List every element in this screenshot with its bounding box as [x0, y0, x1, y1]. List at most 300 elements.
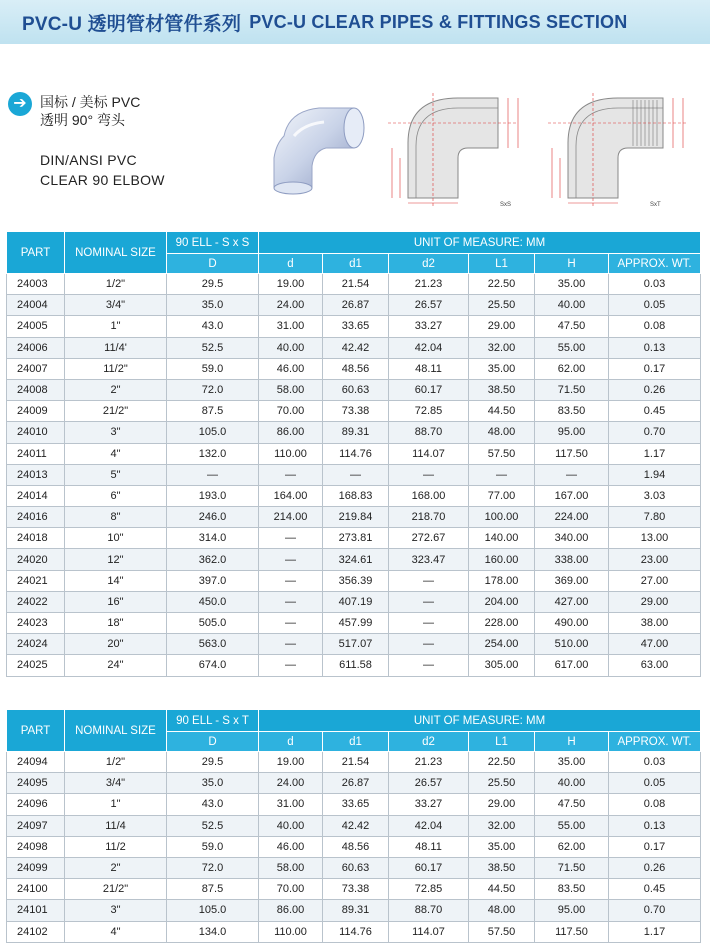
elbow-photo: [264, 96, 372, 196]
dim-H-cell: 427.00: [535, 591, 609, 612]
dim-H-cell: 55.00: [535, 815, 609, 836]
dim-H-cell: 95.00: [535, 900, 609, 921]
dim-H-cell: 490.00: [535, 613, 609, 634]
approx-weight-cell: 0.17: [609, 358, 701, 379]
nominal-size-cell: 11/2": [65, 358, 167, 379]
drawing-sxs-label: SxS: [500, 202, 512, 208]
dim-d-cell: —: [259, 528, 323, 549]
dim-d2-cell: 26.57: [389, 773, 469, 794]
dim-d-cell: 19.00: [259, 274, 323, 295]
dim-d1-cell: 33.65: [323, 316, 389, 337]
dim-H-cell: 224.00: [535, 507, 609, 528]
dim-D-cell: 193.0: [167, 485, 259, 506]
dim-d2-cell: 114.07: [389, 921, 469, 942]
dim-H-cell: 617.00: [535, 655, 609, 676]
dim-d2-cell: 21.23: [389, 274, 469, 295]
dim-d1-cell: 324.61: [323, 549, 389, 570]
approx-weight-cell: 13.00: [609, 528, 701, 549]
approx-weight-cell: 0.05: [609, 773, 701, 794]
approx-weight-cell: 0.70: [609, 900, 701, 921]
dim-d1-cell: 611.58: [323, 655, 389, 676]
dim-d-cell: 24.00: [259, 295, 323, 316]
dim-L1-cell: 29.00: [469, 794, 535, 815]
dim-L1-cell: 29.00: [469, 316, 535, 337]
dim-H-cell: 71.50: [535, 379, 609, 400]
table-row: [7, 634, 701, 655]
dim-d-cell: 46.00: [259, 836, 323, 857]
part-number-cell: 24009: [7, 401, 65, 422]
dim-H-cell: 35.00: [535, 274, 609, 295]
dim-L1-cell: 140.00: [469, 528, 535, 549]
dim-d-cell: 214.00: [259, 507, 323, 528]
part-number-cell: 24098: [7, 836, 65, 857]
nominal-size-cell: 18": [65, 613, 167, 634]
product-name-en-2: CLEAR 90 ELBOW: [40, 172, 165, 188]
dim-H-cell: 62.00: [535, 358, 609, 379]
dim-H-cell: 369.00: [535, 570, 609, 591]
dim-D-cell: 397.0: [167, 570, 259, 591]
dim-D-cell: 52.5: [167, 337, 259, 358]
dim-L1-cell: 44.50: [469, 879, 535, 900]
approx-weight-cell: 0.03: [609, 752, 701, 773]
dim-D-cell: —: [167, 464, 259, 485]
dim-d2-cell: 48.11: [389, 358, 469, 379]
nominal-size-cell: 6": [65, 485, 167, 506]
part-number-cell: 24022: [7, 591, 65, 612]
dim-d-cell: 40.00: [259, 337, 323, 358]
table-row: [7, 274, 701, 295]
dim-H-cell: 47.50: [535, 316, 609, 337]
table-row: [7, 879, 701, 900]
nominal-size-cell: 2": [65, 379, 167, 400]
dim-L1-cell: 178.00: [469, 570, 535, 591]
part-number-cell: 24024: [7, 634, 65, 655]
dim-d2-cell: 42.04: [389, 815, 469, 836]
dim-d1-cell: 273.81: [323, 528, 389, 549]
col-L1: L1: [469, 732, 535, 752]
unit-of-measure: UNIT OF MEASURE: MM: [259, 232, 701, 254]
nominal-size-cell: 3": [65, 900, 167, 921]
part-number-cell: 24020: [7, 549, 65, 570]
nominal-size-cell: 21/2": [65, 879, 167, 900]
dim-D-cell: 362.0: [167, 549, 259, 570]
dim-d2-cell: 88.70: [389, 900, 469, 921]
dim-d1-cell: 21.54: [323, 274, 389, 295]
table-row: [7, 857, 701, 878]
dim-D-cell: 87.5: [167, 879, 259, 900]
dim-D-cell: 43.0: [167, 794, 259, 815]
table-row: [7, 900, 701, 921]
col-H: H: [535, 254, 609, 274]
dim-L1-cell: 32.00: [469, 337, 535, 358]
dim-H-cell: 167.00: [535, 485, 609, 506]
table-row: [7, 316, 701, 337]
spec-table-sxt: [6, 709, 701, 943]
approx-weight-cell: 63.00: [609, 655, 701, 676]
dim-H-cell: 62.00: [535, 836, 609, 857]
approx-weight-cell: 0.13: [609, 815, 701, 836]
table-row: [7, 422, 701, 443]
approx-weight-cell: 23.00: [609, 549, 701, 570]
dim-L1-cell: 160.00: [469, 549, 535, 570]
elbow-sxt-drawing: [538, 88, 698, 213]
approx-weight-cell: 7.80: [609, 507, 701, 528]
dim-d2-cell: 33.27: [389, 316, 469, 337]
col-part: PART: [7, 232, 65, 274]
dim-d1-cell: 89.31: [323, 900, 389, 921]
dim-d1-cell: 457.99: [323, 613, 389, 634]
part-number-cell: 24094: [7, 752, 65, 773]
dim-d2-cell: 60.17: [389, 379, 469, 400]
dim-H-cell: 35.00: [535, 752, 609, 773]
col-D: D: [167, 254, 259, 274]
nominal-size-cell: 16": [65, 591, 167, 612]
dim-L1-cell: 44.50: [469, 401, 535, 422]
nominal-size-cell: 11/2: [65, 836, 167, 857]
dim-d-cell: 164.00: [259, 485, 323, 506]
dim-d1-cell: 48.56: [323, 358, 389, 379]
col-L1: L1: [469, 254, 535, 274]
part-number-cell: 24016: [7, 507, 65, 528]
dim-L1-cell: 22.50: [469, 752, 535, 773]
dim-H-cell: —: [535, 464, 609, 485]
part-number-cell: 24011: [7, 443, 65, 464]
nominal-size-cell: 21/2": [65, 401, 167, 422]
dim-H-cell: 55.00: [535, 337, 609, 358]
col-d1: d1: [323, 254, 389, 274]
dim-d-cell: —: [259, 655, 323, 676]
dim-D-cell: 674.0: [167, 655, 259, 676]
col-nominal-size: NOMINAL SIZE: [65, 710, 167, 752]
approx-weight-cell: 1.17: [609, 443, 701, 464]
dim-L1-cell: —: [469, 464, 535, 485]
dim-d1-cell: —: [323, 464, 389, 485]
product-name-cn-2: 透明 90° 弯头: [40, 112, 125, 128]
dim-D-cell: 450.0: [167, 591, 259, 612]
nominal-size-cell: 3/4": [65, 295, 167, 316]
approx-weight-cell: 27.00: [609, 570, 701, 591]
approx-weight-cell: 38.00: [609, 613, 701, 634]
dim-d2-cell: 26.57: [389, 295, 469, 316]
dim-d-cell: 40.00: [259, 815, 323, 836]
elbow-sxs-drawing: [378, 88, 528, 213]
spec-table-sxs-body: [7, 274, 701, 677]
dim-D-cell: 132.0: [167, 443, 259, 464]
product-name-cn-1: 国标 / 美标 PVC: [40, 94, 141, 110]
dim-H-cell: 95.00: [535, 422, 609, 443]
part-number-cell: 24003: [7, 274, 65, 295]
dim-d2-cell: 72.85: [389, 401, 469, 422]
dim-D-cell: 35.0: [167, 773, 259, 794]
dim-L1-cell: 228.00: [469, 613, 535, 634]
dim-d1-cell: 89.31: [323, 422, 389, 443]
table-row: [7, 836, 701, 857]
table-row: [7, 591, 701, 612]
part-number-cell: 24097: [7, 815, 65, 836]
nominal-size-cell: 2": [65, 857, 167, 878]
nominal-size-cell: 3/4": [65, 773, 167, 794]
dim-L1-cell: 254.00: [469, 634, 535, 655]
dim-d-cell: 86.00: [259, 900, 323, 921]
dim-d-cell: 24.00: [259, 773, 323, 794]
col-nominal-size: NOMINAL SIZE: [65, 232, 167, 274]
dim-L1-cell: 204.00: [469, 591, 535, 612]
unit-of-measure: UNIT OF MEASURE: MM: [259, 710, 701, 732]
nominal-size-cell: 1/2": [65, 752, 167, 773]
dim-d1-cell: 407.19: [323, 591, 389, 612]
approx-weight-cell: 0.45: [609, 401, 701, 422]
dim-d2-cell: —: [389, 591, 469, 612]
part-number-cell: 24004: [7, 295, 65, 316]
part-number-cell: 24018: [7, 528, 65, 549]
part-number-cell: 24008: [7, 379, 65, 400]
dim-d-cell: —: [259, 570, 323, 591]
dim-d1-cell: 42.42: [323, 815, 389, 836]
dim-H-cell: 340.00: [535, 528, 609, 549]
dim-L1-cell: 38.50: [469, 379, 535, 400]
dim-d2-cell: 21.23: [389, 752, 469, 773]
dim-d2-cell: 168.00: [389, 485, 469, 506]
dim-d2-cell: 42.04: [389, 337, 469, 358]
part-number-cell: 24013: [7, 464, 65, 485]
approx-weight-cell: 1.94: [609, 464, 701, 485]
approx-weight-cell: 47.00: [609, 634, 701, 655]
dim-d1-cell: 73.38: [323, 401, 389, 422]
dim-d2-cell: 72.85: [389, 879, 469, 900]
dim-L1-cell: 25.50: [469, 773, 535, 794]
dim-L1-cell: 48.00: [469, 900, 535, 921]
page-banner: [0, 0, 710, 44]
dim-d2-cell: 88.70: [389, 422, 469, 443]
col-d1: d1: [323, 732, 389, 752]
dim-d-cell: —: [259, 591, 323, 612]
part-number-cell: 24014: [7, 485, 65, 506]
dim-d1-cell: 114.76: [323, 443, 389, 464]
table-row: [7, 295, 701, 316]
nominal-size-cell: 11/4': [65, 337, 167, 358]
approx-weight-cell: 0.45: [609, 879, 701, 900]
table-row: [7, 464, 701, 485]
dim-d2-cell: 60.17: [389, 857, 469, 878]
spec-table-sxt-body: [7, 752, 701, 943]
dim-H-cell: 510.00: [535, 634, 609, 655]
dim-H-cell: 83.50: [535, 879, 609, 900]
dim-d2-cell: 48.11: [389, 836, 469, 857]
table-row: [7, 655, 701, 676]
dim-d-cell: 58.00: [259, 379, 323, 400]
approx-weight-cell: 0.08: [609, 794, 701, 815]
table-row: [7, 815, 701, 836]
dim-d1-cell: 33.65: [323, 794, 389, 815]
dim-d-cell: 31.00: [259, 316, 323, 337]
dim-d2-cell: —: [389, 634, 469, 655]
nominal-size-cell: 1/2": [65, 274, 167, 295]
dim-d-cell: —: [259, 549, 323, 570]
spec-table-sxs: [6, 231, 701, 677]
approx-weight-cell: 1.17: [609, 921, 701, 942]
dim-d-cell: 31.00: [259, 794, 323, 815]
dim-D-cell: 134.0: [167, 921, 259, 942]
nominal-size-cell: 4": [65, 443, 167, 464]
dim-L1-cell: 35.00: [469, 358, 535, 379]
dim-H-cell: 83.50: [535, 401, 609, 422]
product-name-en-1: DIN/ANSI PVC: [40, 152, 137, 168]
table-row: [7, 485, 701, 506]
dim-D-cell: 505.0: [167, 613, 259, 634]
dim-D-cell: 72.0: [167, 857, 259, 878]
dim-d2-cell: 114.07: [389, 443, 469, 464]
dim-d-cell: —: [259, 464, 323, 485]
dim-D-cell: 105.0: [167, 900, 259, 921]
dim-L1-cell: 22.50: [469, 274, 535, 295]
dim-D-cell: 314.0: [167, 528, 259, 549]
dim-d1-cell: 168.83: [323, 485, 389, 506]
dim-d-cell: 110.00: [259, 921, 323, 942]
dim-d-cell: 110.00: [259, 443, 323, 464]
dim-d-cell: —: [259, 634, 323, 655]
part-number-cell: 24096: [7, 794, 65, 815]
dim-H-cell: 47.50: [535, 794, 609, 815]
dim-d1-cell: 26.87: [323, 295, 389, 316]
part-number-cell: 24099: [7, 857, 65, 878]
dim-D-cell: 29.5: [167, 752, 259, 773]
approx-weight-cell: 0.05: [609, 295, 701, 316]
table-row: [7, 549, 701, 570]
dim-D-cell: 105.0: [167, 422, 259, 443]
nominal-size-cell: 24": [65, 655, 167, 676]
nominal-size-cell: 4": [65, 921, 167, 942]
nominal-size-cell: 1": [65, 794, 167, 815]
dim-d-cell: 19.00: [259, 752, 323, 773]
dim-D-cell: 52.5: [167, 815, 259, 836]
arrow-right-icon: ➔: [8, 92, 32, 116]
dim-d2-cell: —: [389, 655, 469, 676]
col-part: PART: [7, 710, 65, 752]
dim-d1-cell: 21.54: [323, 752, 389, 773]
dim-D-cell: 35.0: [167, 295, 259, 316]
nominal-size-cell: 8": [65, 507, 167, 528]
dim-d2-cell: —: [389, 570, 469, 591]
part-number-cell: 24010: [7, 422, 65, 443]
part-number-cell: 24095: [7, 773, 65, 794]
nominal-size-cell: 5": [65, 464, 167, 485]
dim-d2-cell: 218.70: [389, 507, 469, 528]
dim-D-cell: 72.0: [167, 379, 259, 400]
col-H: H: [535, 732, 609, 752]
dim-H-cell: 117.50: [535, 443, 609, 464]
dim-L1-cell: 100.00: [469, 507, 535, 528]
dim-L1-cell: 48.00: [469, 422, 535, 443]
approx-weight-cell: 3.03: [609, 485, 701, 506]
table-row: [7, 443, 701, 464]
dim-d1-cell: 114.76: [323, 921, 389, 942]
dim-H-cell: 40.00: [535, 295, 609, 316]
dim-D-cell: 29.5: [167, 274, 259, 295]
approx-weight-cell: 0.17: [609, 836, 701, 857]
dim-d-cell: 70.00: [259, 401, 323, 422]
dim-D-cell: 563.0: [167, 634, 259, 655]
approx-weight-cell: 0.26: [609, 379, 701, 400]
dim-D-cell: 87.5: [167, 401, 259, 422]
dim-d1-cell: 517.07: [323, 634, 389, 655]
dim-L1-cell: 77.00: [469, 485, 535, 506]
dim-L1-cell: 32.00: [469, 815, 535, 836]
dim-L1-cell: 38.50: [469, 857, 535, 878]
dim-d1-cell: 42.42: [323, 337, 389, 358]
dim-H-cell: 71.50: [535, 857, 609, 878]
dim-L1-cell: 57.50: [469, 443, 535, 464]
dim-H-cell: 117.50: [535, 921, 609, 942]
col-d: d: [259, 254, 323, 274]
part-number-cell: 24025: [7, 655, 65, 676]
table-row: [7, 337, 701, 358]
table-row: [7, 358, 701, 379]
table-row: [7, 401, 701, 422]
table-row: [7, 613, 701, 634]
dim-d-cell: 70.00: [259, 879, 323, 900]
fitting-type-label: 90 ELL - S x T: [167, 710, 259, 732]
dim-d1-cell: 356.39: [323, 570, 389, 591]
dim-L1-cell: 35.00: [469, 836, 535, 857]
dim-D-cell: 59.0: [167, 836, 259, 857]
table-row: [7, 921, 701, 942]
col-approx-wt: APPROX. WT.: [609, 732, 701, 752]
dim-d2-cell: 323.47: [389, 549, 469, 570]
nominal-size-cell: 11/4: [65, 815, 167, 836]
dim-d1-cell: 73.38: [323, 879, 389, 900]
table-row: [7, 379, 701, 400]
dim-d1-cell: 48.56: [323, 836, 389, 857]
dim-d2-cell: 33.27: [389, 794, 469, 815]
nominal-size-cell: 20": [65, 634, 167, 655]
product-intro: [8, 88, 708, 228]
dim-L1-cell: 25.50: [469, 295, 535, 316]
approx-weight-cell: 0.26: [609, 857, 701, 878]
col-approx-wt: APPROX. WT.: [609, 254, 701, 274]
dim-d-cell: —: [259, 613, 323, 634]
dim-d1-cell: 219.84: [323, 507, 389, 528]
nominal-size-cell: 10": [65, 528, 167, 549]
title-en: PVC-U CLEAR PIPES & FITTINGS SECTION: [249, 11, 628, 32]
fitting-type-label: 90 ELL - S x S: [167, 232, 259, 254]
dim-d-cell: 46.00: [259, 358, 323, 379]
approx-weight-cell: 29.00: [609, 591, 701, 612]
table-row: [7, 570, 701, 591]
col-d2: d2: [389, 254, 469, 274]
part-number-cell: 24006: [7, 337, 65, 358]
dim-d1-cell: 60.63: [323, 857, 389, 878]
part-number-cell: 24100: [7, 879, 65, 900]
dim-H-cell: 338.00: [535, 549, 609, 570]
dim-d-cell: 58.00: [259, 857, 323, 878]
dim-D-cell: 246.0: [167, 507, 259, 528]
table-row: [7, 752, 701, 773]
dim-L1-cell: 57.50: [469, 921, 535, 942]
table-row: [7, 794, 701, 815]
dim-d2-cell: —: [389, 464, 469, 485]
nominal-size-cell: 1": [65, 316, 167, 337]
table-row: [7, 528, 701, 549]
title-cn: PVC-U 透明管材管件系列: [22, 13, 242, 35]
part-number-cell: 24021: [7, 570, 65, 591]
dim-D-cell: 59.0: [167, 358, 259, 379]
approx-weight-cell: 0.03: [609, 274, 701, 295]
dim-L1-cell: 305.00: [469, 655, 535, 676]
table-row: [7, 507, 701, 528]
approx-weight-cell: 0.08: [609, 316, 701, 337]
part-number-cell: 24102: [7, 921, 65, 942]
col-d2: d2: [389, 732, 469, 752]
